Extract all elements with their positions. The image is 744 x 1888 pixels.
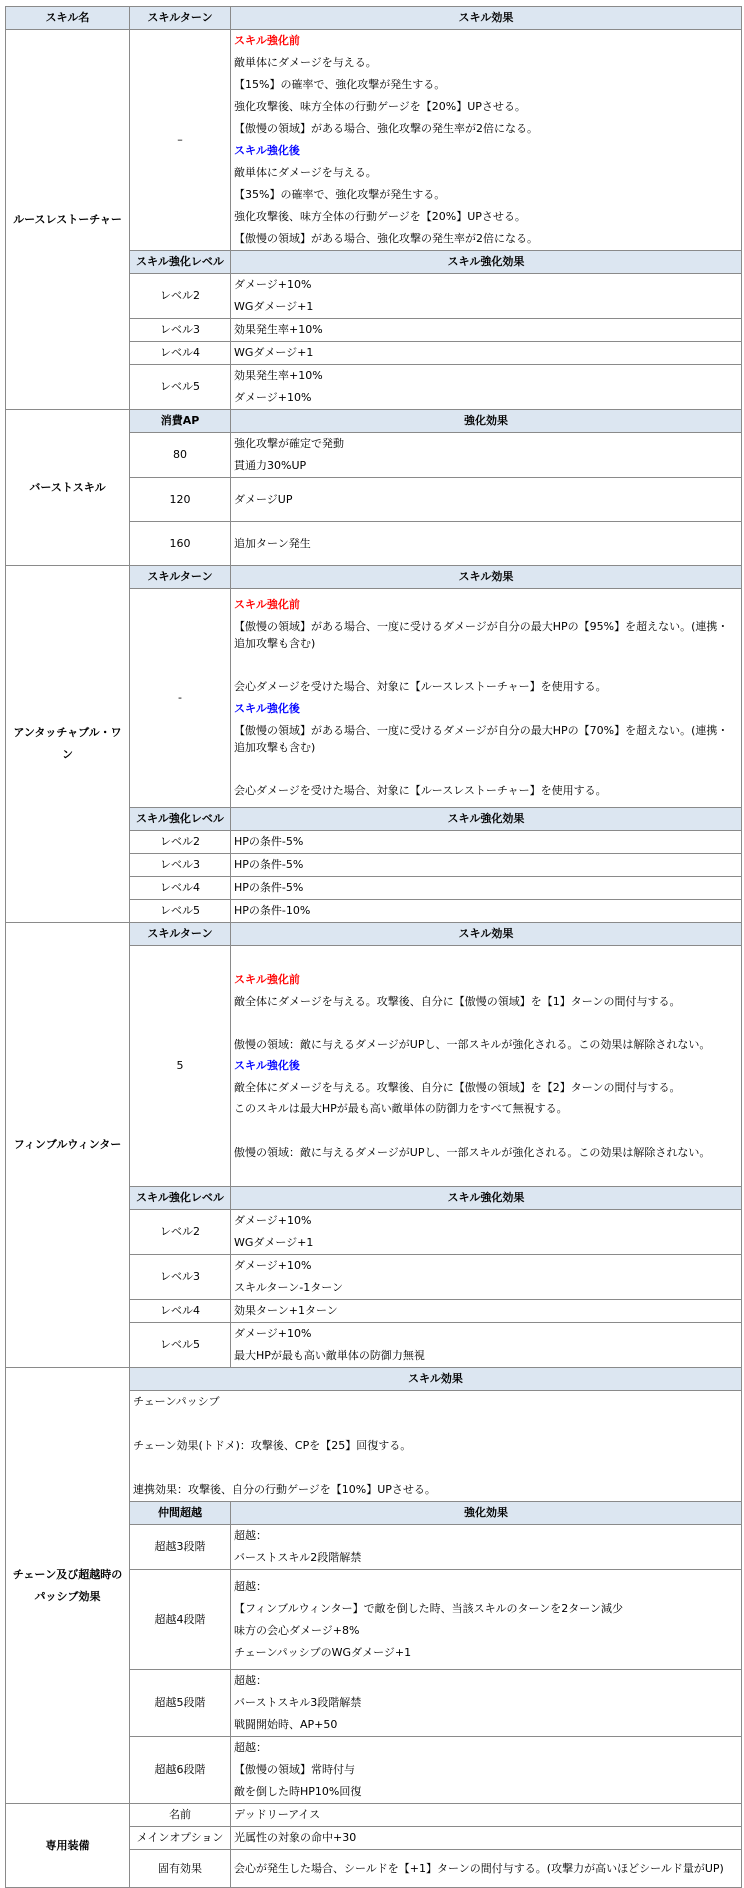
skill2-before-line: 【傲慢の領域】がある場合、一度に受けるダメージが自分の最大HPの【95%】を超えない。(連携・追加攻撃も含む): [234, 620, 729, 650]
skill3-level-effect: [231, 1210, 742, 1255]
equip-label: 名前: [130, 1804, 231, 1827]
skill1-after-line: 敵単体にダメージを与える。: [234, 166, 377, 179]
skill2-after-line: 会心ダメージを受けた場合、対象に【ルースレストーチャー】を使用する。: [234, 784, 607, 797]
skill1-enh-level-header: スキル強化レベル: [130, 251, 231, 274]
skill1-level-label: レベル4: [130, 342, 231, 365]
skill2-level-effect: HPの条件-5%: [231, 854, 742, 877]
skill1-before-label: スキル強化前: [234, 34, 300, 47]
skill3-name: フィンブルウィンター: [6, 923, 130, 1368]
skill2-enh-effect-header: スキル強化効果: [231, 808, 742, 831]
skill1-level-effect: 効果発生率+10%: [231, 319, 742, 342]
burst-effect: ダメージUP: [231, 478, 742, 522]
burst-name: バーストスキル: [6, 410, 130, 566]
skill2-after-line: 【傲慢の領域】がある場合、一度に受けるダメージが自分の最大HPの【70%】を超えない。(連携・追加攻撃も含む): [234, 724, 729, 754]
effect-line: 【傲慢の領域】常時付与: [234, 1763, 355, 1776]
skill1-after-line: 【35%】の確率で、強化攻撃が発生する。: [234, 188, 446, 201]
skill1-level-effect: WGダメージ+1: [231, 342, 742, 365]
skill3-level-effect: [231, 1255, 742, 1300]
header-skill-effect: スキル効果: [231, 7, 742, 30]
skill1-after-label: スキル強化後: [234, 144, 300, 157]
effect-line: チェーンパッシブのWGダメージ+1: [234, 1645, 412, 1659]
skill3-level-label: レベル3: [130, 1255, 231, 1300]
effect-line: 【フィンブルウィンター】で敵を倒した時、当該スキルのターンを2ターン減少: [234, 1601, 624, 1615]
effect-line: 超越：: [234, 1529, 267, 1542]
equip-value: 光属性の対象の命中+30: [231, 1827, 742, 1850]
skill2-level-label: レベル4: [130, 877, 231, 900]
skill2-before-line: 会心ダメージを受けた場合、対象に【ルースレストーチャー】を使用する。: [234, 680, 607, 693]
equip-value: [231, 1850, 742, 1888]
skill3-level-effect: 効果ターン+1ターン: [231, 1300, 742, 1323]
effect-line: 味方の会心ダメージ+8%: [234, 1623, 360, 1637]
skill1-effect: [231, 30, 742, 251]
effect-line: ダメージ+10%: [234, 1327, 312, 1340]
skill3-level-label: レベル2: [130, 1210, 231, 1255]
chain-effect: [130, 1391, 742, 1502]
effect-line: 戦闘開始時、AP+50: [234, 1718, 338, 1731]
effect-line: ダメージ+10%: [234, 1214, 312, 1227]
header-skill-turn: スキルターン: [130, 7, 231, 30]
equip-unique-effect: 会心が発生した場合、シールドを【+1】ターンの間付与する。(攻撃力が高いほどシールド量がUP): [234, 1862, 724, 1875]
skill2-effect: [231, 589, 742, 808]
skill3-turn-header: スキルターン: [130, 923, 231, 946]
effect-line: 敵を倒した時HP10%回復: [234, 1785, 362, 1798]
skill1-level-effect: [231, 365, 742, 410]
skill3-level-effect: [231, 1323, 742, 1368]
header-skill-name: スキル名: [6, 7, 130, 30]
effect-line: 最大HPが最も高い敵単体の防御力無視: [234, 1349, 425, 1362]
skill1-level-effect: [231, 274, 742, 319]
chain-stage-effect: [231, 1525, 742, 1570]
chain-stage-effect: [231, 1737, 742, 1804]
skill2-turn: -: [130, 589, 231, 808]
skill2-level-label: レベル5: [130, 900, 231, 923]
skill2-level-effect: HPの条件-5%: [231, 877, 742, 900]
effect-line: ダメージ+10%: [234, 278, 312, 291]
burst-ap-value: 120: [130, 478, 231, 522]
chain-stage-label: 超越3段階: [130, 1525, 231, 1570]
burst-ap-value: 160: [130, 522, 231, 566]
skill2-level-label: レベル2: [130, 831, 231, 854]
skill2-level-label: レベル3: [130, 854, 231, 877]
skill3-after-line: 敵全体にダメージを与える。攻撃後、自分に【傲慢の領域】を【2】ターンの間付与する。: [234, 1081, 681, 1094]
effect-line: 強化攻撃が確定で発動: [234, 437, 344, 450]
skill2-level-effect: HPの条件-5%: [231, 831, 742, 854]
chain-stage-effect: [231, 1670, 742, 1737]
skill1-enh-effect-header: スキル強化効果: [231, 251, 742, 274]
chain-effect-line: チェーン効果(トドメ)：攻撃後、CPを【25】回復する。: [133, 1439, 412, 1452]
skill1-name: ルースレストーチャー: [6, 30, 130, 410]
skill1-before-line: 【傲慢の領域】がある場合、強化攻撃の発生率が2倍になる。: [234, 122, 538, 135]
skill3-enh-effect-header: スキル強化効果: [231, 1187, 742, 1210]
effect-line: WGダメージ+1: [234, 1236, 314, 1249]
skill2-effect-header: スキル効果: [231, 566, 742, 589]
effect-line: バーストスキル3段階解禁: [234, 1696, 362, 1709]
chain-stage-label: 超越4段階: [130, 1570, 231, 1670]
chain-name: チェーン及び超越時のパッシブ効果: [6, 1368, 130, 1804]
skill1-before-line: 【15%】の確率で、強化攻撃が発生する。: [234, 78, 446, 91]
skill3-before-line: 傲慢の領域：敵に与えるダメージがUPし、一部スキルが強化される。この効果は解除されない。: [234, 1038, 711, 1051]
burst-effect: [231, 433, 742, 478]
effect-line: ダメージ+10%: [234, 1259, 312, 1272]
skill1-after-line: 【傲慢の領域】がある場合、強化攻撃の発生率が2倍になる。: [234, 232, 538, 245]
skill3-level-label: レベル4: [130, 1300, 231, 1323]
skill3-after-label: スキル強化後: [234, 1059, 300, 1072]
skill2-after-label: スキル強化後: [234, 702, 300, 715]
skill2-level-effect: HPの条件-10%: [231, 900, 742, 923]
burst-effect-header: 強化効果: [231, 410, 742, 433]
chain-effect-header: スキル効果: [130, 1368, 742, 1391]
chain-stage-label: 超越6段階: [130, 1737, 231, 1804]
skill3-level-label: レベル5: [130, 1323, 231, 1368]
chain-stage-label: 超越5段階: [130, 1670, 231, 1737]
skill1-turn: –: [130, 30, 231, 251]
skill1-before-line: 敵単体にダメージを与える。: [234, 56, 377, 69]
skill2-before-label: スキル強化前: [234, 598, 300, 611]
effect-line: ダメージ+10%: [234, 391, 312, 404]
effect-line: バーストスキル2段階解禁: [234, 1551, 362, 1564]
skill2-name: アンタッチャブル・ワン: [6, 566, 130, 923]
skill3-turn: 5: [130, 946, 231, 1187]
chain-boost-header: 強化効果: [231, 1502, 742, 1525]
burst-effect: 追加ターン発生: [231, 522, 742, 566]
equip-value: デッドリーアイス: [231, 1804, 742, 1827]
skill3-after-line: このスキルは最大HPが最も高い敵単体の防御力をすべて無視する。: [234, 1102, 568, 1115]
chain-effect-line: 連携効果：攻撃後、自分の行動ゲージを【10%】UPさせる。: [133, 1483, 436, 1496]
skill1-level-label: レベル2: [130, 274, 231, 319]
skill1-level-label: レベル3: [130, 319, 231, 342]
effect-line: WGダメージ+1: [234, 300, 314, 313]
effect-line: 超越：: [234, 1741, 267, 1754]
skill3-before-label: スキル強化前: [234, 973, 300, 986]
equip-name: 専用装備: [6, 1804, 130, 1888]
burst-ap-value: 80: [130, 433, 231, 478]
equip-label: 固有効果: [130, 1850, 231, 1888]
burst-ap-header: 消費AP: [130, 410, 231, 433]
skill3-effect-header: スキル効果: [231, 923, 742, 946]
skill3-enh-level-header: スキル強化レベル: [130, 1187, 231, 1210]
skill2-turn-header: スキルターン: [130, 566, 231, 589]
effect-line: 超越：: [234, 1674, 267, 1687]
effect-line: 効果発生率+10%: [234, 369, 323, 382]
skill2-enh-level-header: スキル強化レベル: [130, 808, 231, 831]
effect-line: 超越：: [234, 1579, 267, 1593]
skill1-before-line: 強化攻撃後、味方全体の行動ゲージを【20%】UPさせる。: [234, 100, 526, 113]
skill1-level-label: レベル5: [130, 365, 231, 410]
skill3-before-line: 敵全体にダメージを与える。攻撃後、自分に【傲慢の領域】を【1】ターンの間付与する。: [234, 995, 681, 1008]
chain-over-header: 仲間超越: [130, 1502, 231, 1525]
skill-table: [5, 6, 742, 1888]
chain-effect-line: チェーンパッシブ: [133, 1395, 220, 1408]
effect-line: スキルターン-1ターン: [234, 1281, 343, 1294]
chain-stage-effect: [231, 1570, 742, 1670]
skill1-after-line: 強化攻撃後、味方全体の行動ゲージを【20%】UPさせる。: [234, 210, 526, 223]
effect-line: 貫通力30%UP: [234, 459, 307, 472]
skill3-effect: [231, 946, 742, 1187]
equip-label: メインオプション: [130, 1827, 231, 1850]
skill3-after-line: 傲慢の領域：敵に与えるダメージがUPし、一部スキルが強化される。この効果は解除されない。: [234, 1146, 711, 1159]
